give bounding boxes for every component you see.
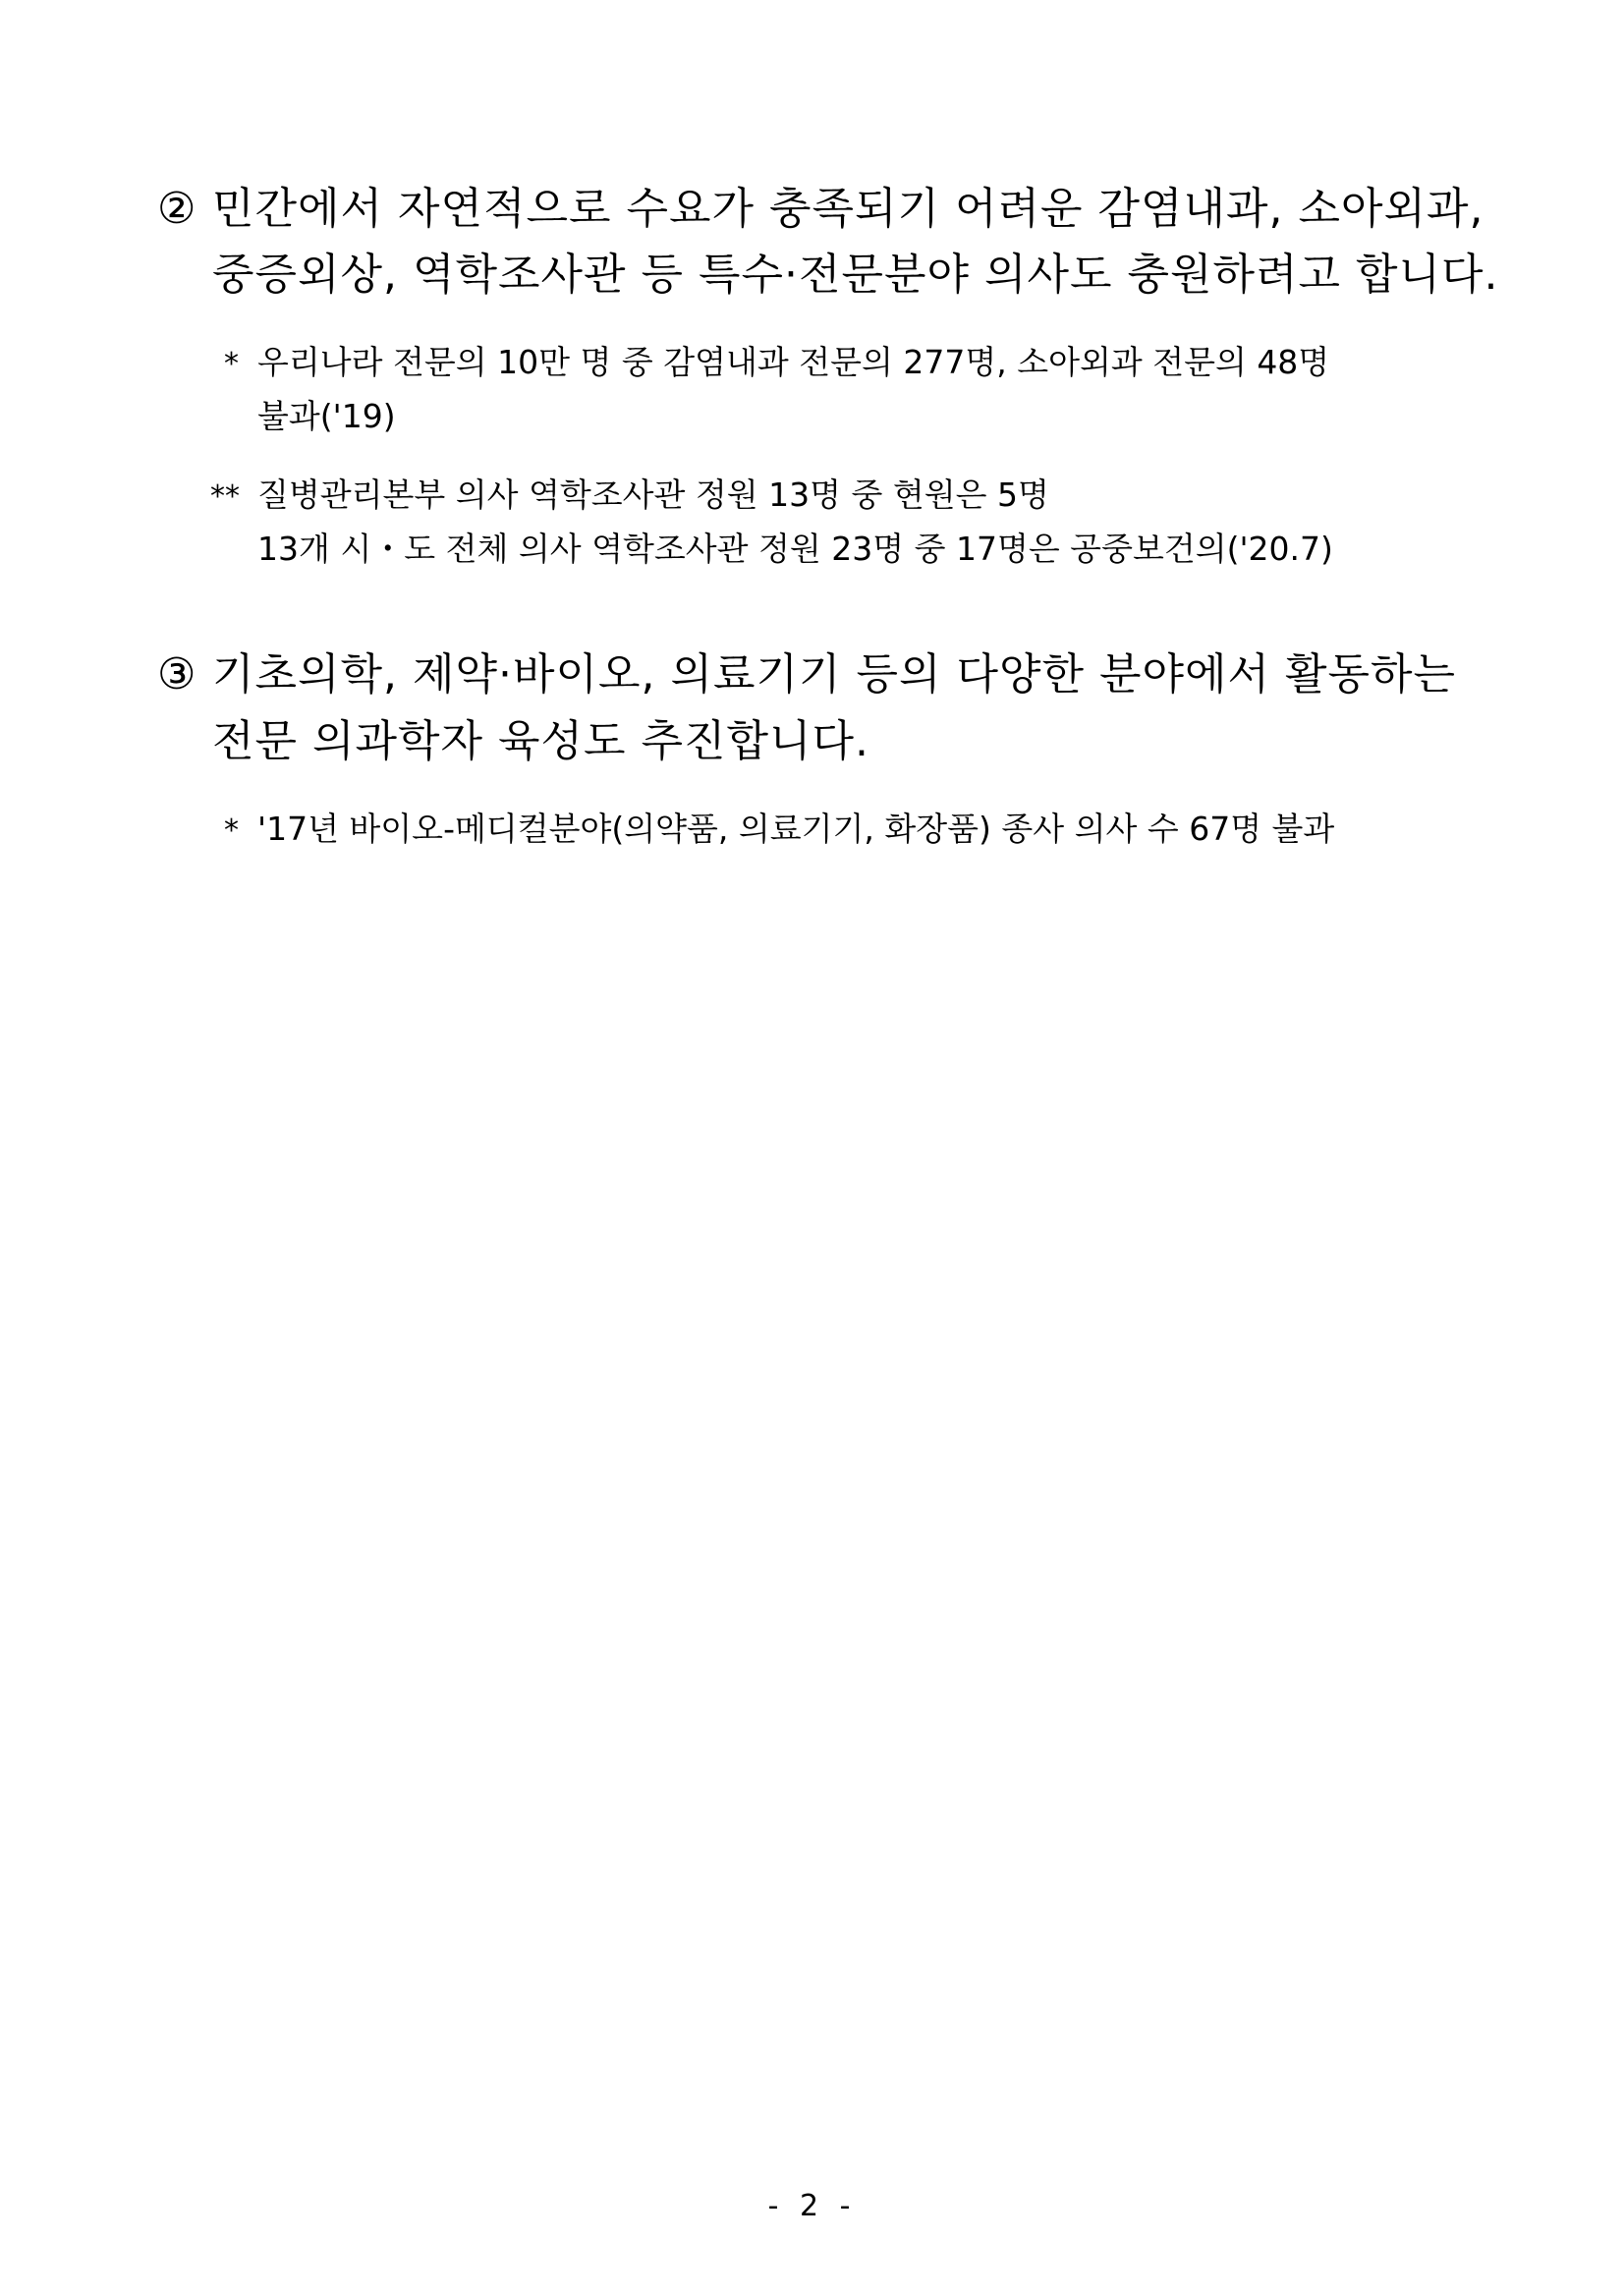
- note-2b-line-2: [257, 527, 1333, 572]
- item-3-line-1: [157, 645, 1456, 704]
- note-2b-text-2: 13개 시・도 전체 의사 역학조사관 정원 23명 중 17명은 공중보건의('20.7): [257, 530, 1333, 568]
- note-2b-mark: **: [210, 479, 240, 514]
- note-3a-mark: *: [224, 813, 239, 848]
- note-2b-line-1: [210, 473, 1049, 520]
- note-2a-line-2: [257, 394, 396, 439]
- note-3a-text-1: '17년 바이오-메디컬분야(의약품, 의료기기, 화장품) 종사 의사 수 67명 불과: [257, 810, 1335, 848]
- item-2-line-2: [212, 246, 1498, 305]
- item-3-marker: ③: [157, 649, 197, 700]
- item-3-text-2: 전문 의과학자 육성도 추진합니다.: [212, 716, 869, 766]
- note-2a-text-1: 우리나라 전문의 10만 명 중 감염내과 전문의 277명, 소아외과 전문의 48명: [257, 343, 1330, 381]
- item-3-line-2: [212, 712, 869, 771]
- note-2b-text-1: 질병관리본부 의사 역학조사관 정원 13명 중 현원은 5명: [257, 476, 1049, 514]
- page-number: - 2 -: [767, 2189, 857, 2223]
- item-2-text-2: 중증외상, 역학조사관 등 특수·전문분야 의사도 충원하려고 합니다.: [212, 250, 1499, 300]
- note-2a-mark: *: [224, 347, 239, 381]
- item-2-line-1: [157, 180, 1484, 239]
- item-2-text-1: 민간에서 자연적으로 수요가 충족되기 어려운 감염내과, 소아외과,: [212, 184, 1484, 234]
- note-2a-text-2: 불과('19): [257, 397, 396, 435]
- item-2-marker: ②: [157, 184, 197, 234]
- note-2a-line-1: [224, 340, 1329, 387]
- item-3-text-1: 기초의학, 제약·바이오, 의료기기 등의 다양한 분야에서 활동하는: [212, 649, 1456, 700]
- note-3a-line-1: [224, 807, 1334, 854]
